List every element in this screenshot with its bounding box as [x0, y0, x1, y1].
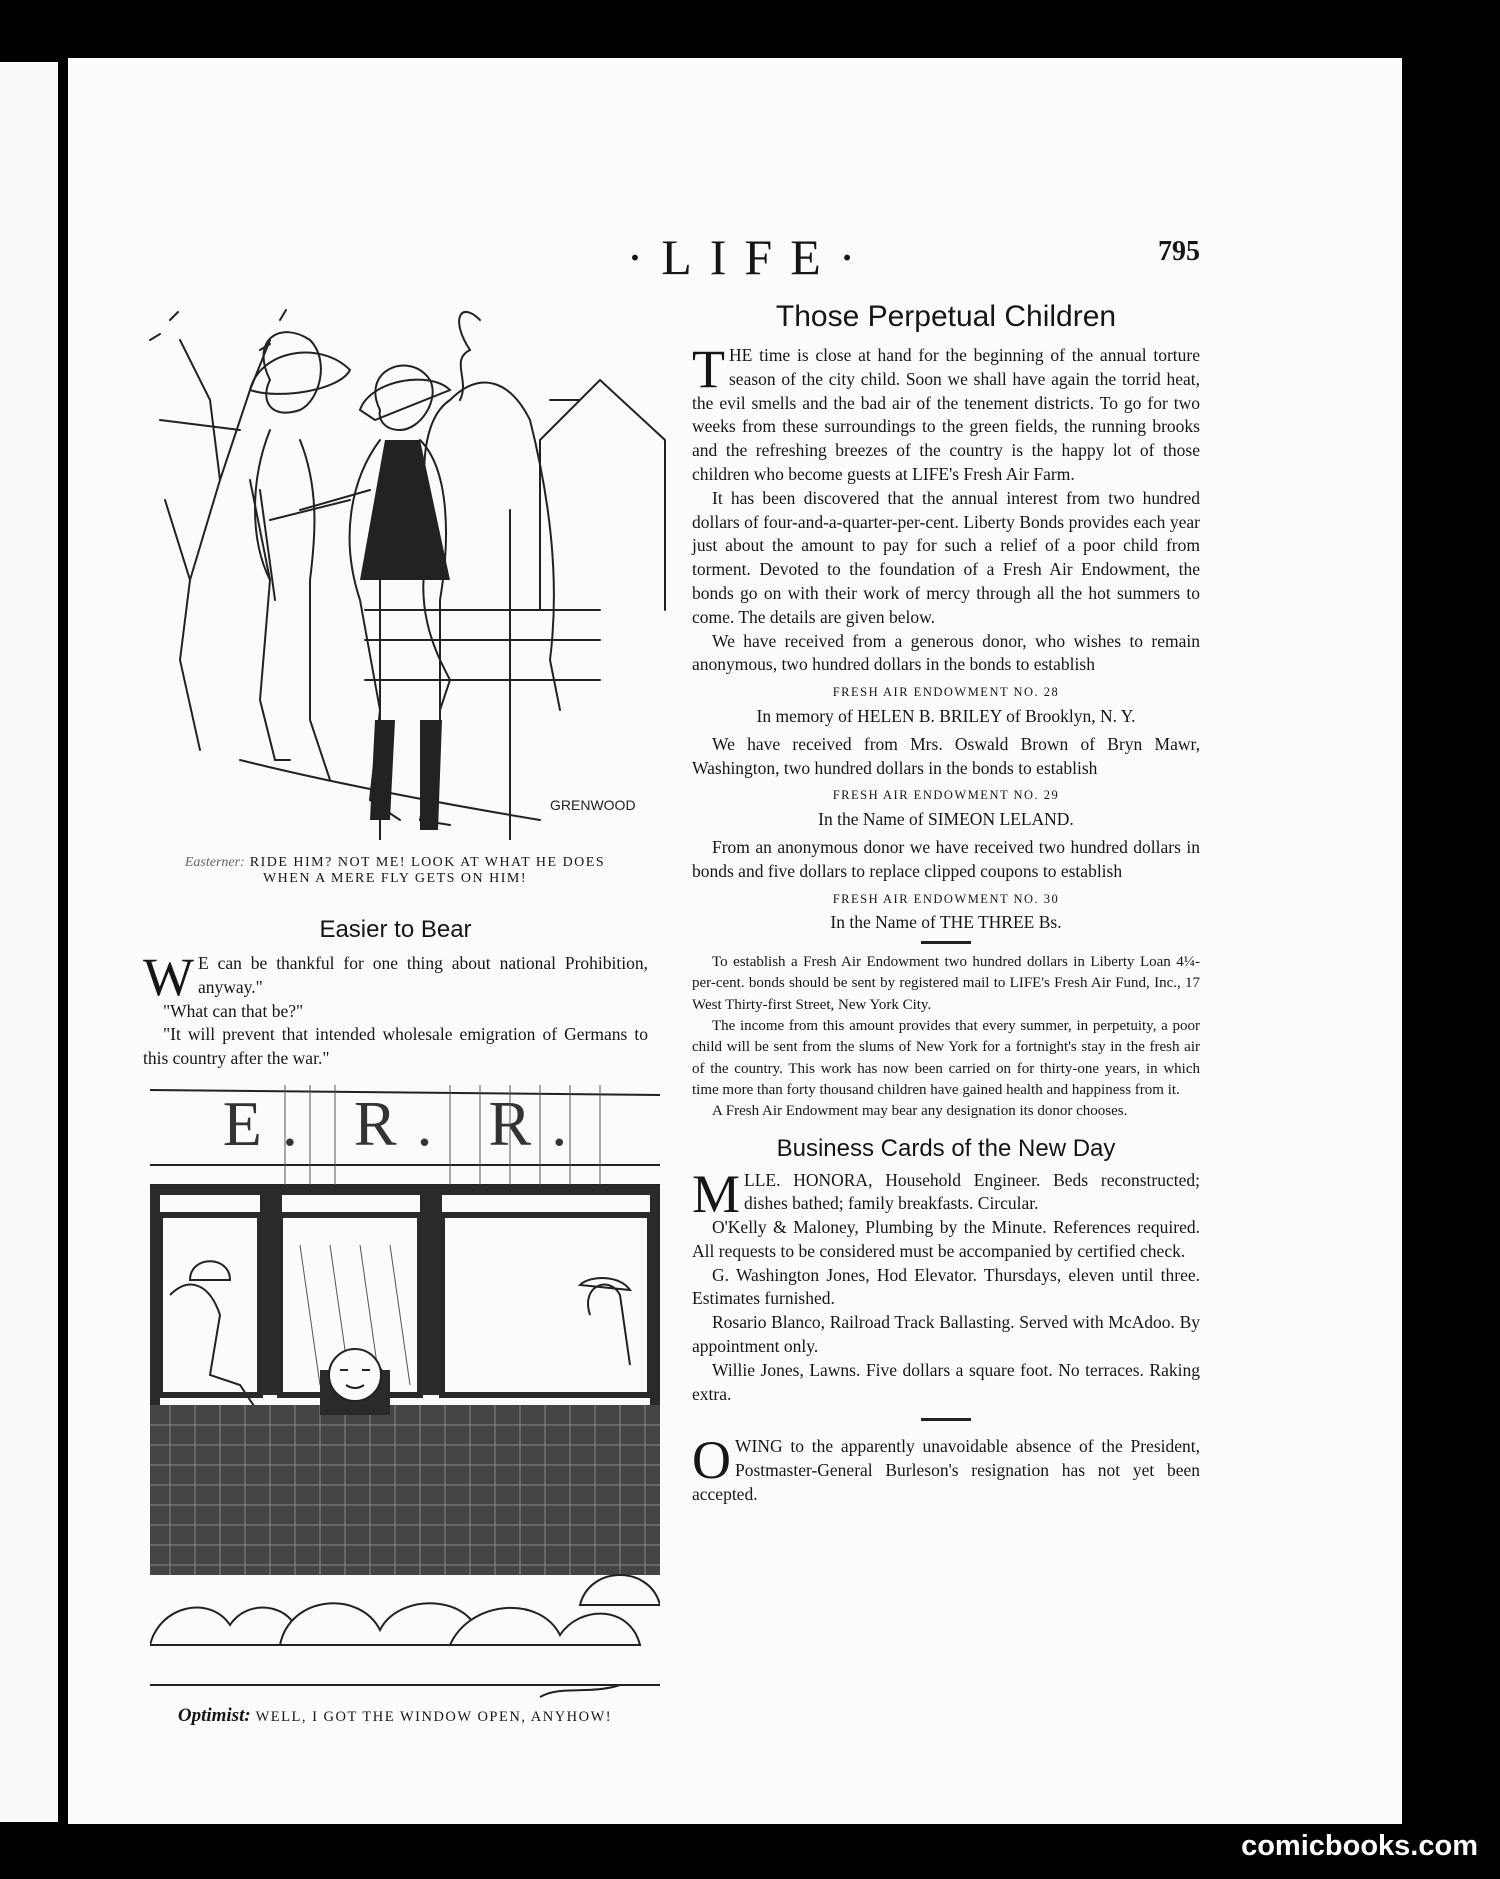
- endowment-29-label: FRESH AIR ENDOWMENT NO. 29: [832, 788, 1060, 803]
- previous-page-edge: [0, 62, 58, 1822]
- caption-line-2: WHEN A MERE FLY GETS ON HIM!: [262, 871, 528, 886]
- paragraph: We have received from Mrs. Oswald Brown of Bryn Mawr, Washington, two hundred dollars in the bonds to establish: [692, 733, 1200, 778]
- paragraph: E can be thankful for one thing about national Prohibition, anyway.": [197, 953, 648, 997]
- endowment-29-name: In the Name of SIMEON LELAND.: [818, 809, 1074, 830]
- paragraph: We have received from a generous donor, who wishes to remain anonymous, two hundred dollars in the bonds to establish: [692, 630, 1200, 675]
- endowment-30-name: In the Name of THE THREE Bs.: [830, 912, 1062, 933]
- paragraph: "It will prevent that intended wholesale emigration of Germans to this country after the war.": [143, 1024, 648, 1069]
- divider-rule: [921, 1418, 971, 1421]
- paragraph: Rosario Blanco, Railroad Track Ballasting. Served with McAdoo. By appointment only.: [692, 1312, 1200, 1357]
- masthead: ·LIFE·: [626, 229, 874, 285]
- paragraph: To establish a Fresh Air Endowment two hundred dollars in Liberty Loan 4¼-per-cent. bonds should be sent by registered mail to LIFE's Fresh Air Fund, Inc., 17 West Thirty-first Street, New York City.: [692, 954, 1200, 1013]
- top-cartoon-caption: [130, 855, 660, 887]
- endowment-instructions: [692, 952, 1200, 1122]
- paragraph: WING to the apparently unavoidable absence of the President, Postmaster-General Burleson's resignation has not yet been accepted.: [692, 1436, 1200, 1505]
- easier-to-bear-article: [143, 914, 648, 1071]
- article-title: Business Cards of the New Day: [776, 1134, 1116, 1162]
- paragraph: The income from this amount provides that every summer, in perpetuity, a poor child will be sent from the slums of New York for a fortnight's stay in the fresh air of the country. This work has now been carried on for thirty-one years, in which time more than forty thousand children have gained health and happiness from it.: [692, 1018, 1200, 1098]
- endowment-30-label: FRESH AIR ENDOWMENT NO. 30: [832, 891, 1060, 906]
- paragraph: HE time is close at hand for the beginning of the annual torture season of the city child. Soon we shall have again the torrid heat, the evil smells and the bad air of the tenement districts. To go for two weeks from these surroundings to the green fields, the running brooks and the refreshing breezes of the country is the happy lot of those children who become guests at LIFE's Fresh Air Farm.: [692, 345, 1200, 484]
- paragraph: A Fresh Air Endowment may bear any designation its donor chooses.: [712, 1103, 1128, 1120]
- bottom-cartoon-caption: [130, 1705, 660, 1727]
- endowment-28-name: In memory of HELEN B. BRILEY of Brooklyn, N. Y.: [756, 705, 1136, 726]
- paragraph: LLE. HONORA, Household Engineer. Beds reconstructed; dishes bathed; family breakfasts. Circular.: [744, 1169, 1200, 1214]
- right-column: [692, 298, 1200, 1507]
- cartoon-easterner-horse: [120, 280, 670, 840]
- article-title: Easier to Bear: [319, 916, 472, 943]
- endowment-28-label: FRESH AIR ENDOWMENT NO. 28: [832, 685, 1060, 700]
- caption-speaker: Optimist:: [177, 1705, 251, 1726]
- caption-line-1: RIDE HIM? NOT ME! LOOK AT WHAT HE DOES: [249, 855, 606, 870]
- paragraph: O'Kelly & Maloney, Plumbing by the Minute. References required. All requests to be considered must be accompanied by certified check.: [692, 1217, 1200, 1261]
- drop-cap: T: [692, 339, 725, 399]
- divider-rule: [921, 941, 971, 944]
- cartoon-train-window: [150, 1085, 660, 1705]
- article-title: Those Perpetual Children: [775, 300, 1117, 333]
- caption-speaker: Easterner:: [184, 855, 245, 870]
- paragraph: From an anonymous donor we have received two hundred dollars in bonds and five dollars to replace clipped coupons to establish: [692, 836, 1200, 881]
- cartoon-signature: GRENWOOD: [550, 797, 636, 813]
- paragraph: G. Washington Jones, Hod Elevator. Thursdays, eleven until three. Estimates furnished.: [692, 1264, 1200, 1309]
- paragraph: "What can that be?": [163, 1000, 304, 1021]
- caption-text: WELL, I GOT THE WINDOW OPEN, ANYHOW!: [255, 1709, 613, 1725]
- drop-cap: W: [143, 947, 194, 1007]
- paragraph: Willie Jones, Lawns. Five dollars a square foot. No terraces. Raking extra.: [692, 1359, 1200, 1404]
- page-number: 795: [1158, 236, 1200, 267]
- drop-cap: O: [692, 1430, 731, 1491]
- watermark: comicbooks.com: [1241, 1830, 1478, 1862]
- train-sign-letters: E. R. R.: [222, 1088, 588, 1159]
- drop-cap: M: [692, 1163, 741, 1224]
- paragraph: It has been discovered that the annual interest from two hundred dollars of four-and-a-quarter-per-cent. Liberty Bonds provides each year just about the amount to pay for such a relief of a poor child from torment. Devoted to the foundation of a Fresh Air Endowment, the bonds go on with their work of mercy through all the hot summers to come. The details are given below.: [692, 487, 1200, 627]
